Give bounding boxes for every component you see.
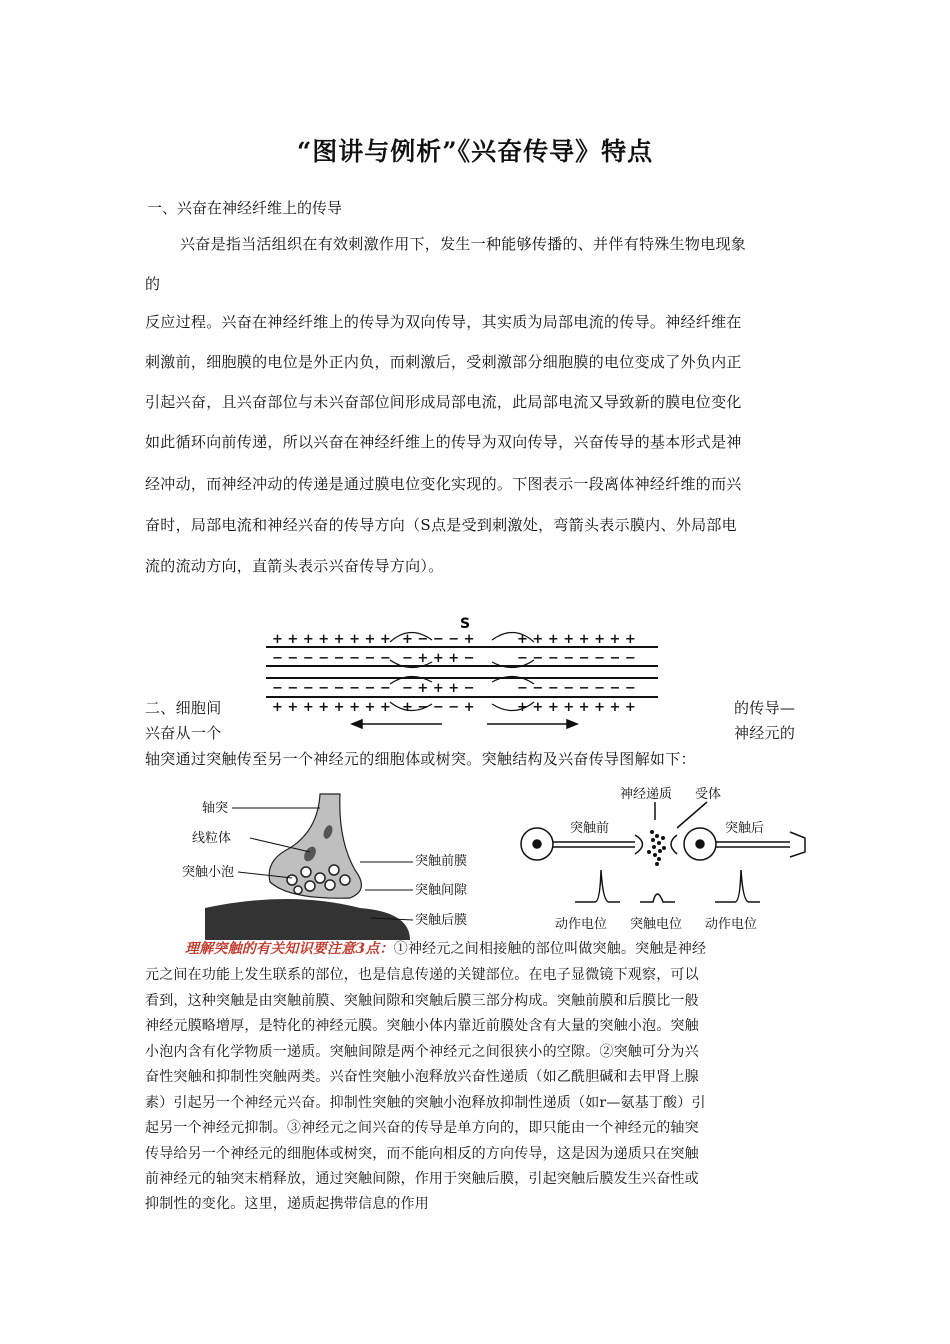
svg-text:+ + + + + + + +: + + + + + + + + [272, 632, 391, 647]
paragraph-line: 看到，这种突触是由突触前膜、突触间隙和突触后膜三部分构成。突触前膜和后膜比一般 [145, 993, 699, 1009]
svg-text:+ + + + + + + +: + + + + + + + + [272, 700, 391, 715]
label-receptor: 受体 [695, 787, 722, 802]
svg-text:− + + + −: − + + + − [402, 681, 475, 696]
label-mitochondria: 线粒体 [192, 831, 232, 846]
paragraph-line: 如此循环向前传递，所以兴奋在神经纤维上的传导为双向传导，兴奋传导的基本形式是神 [145, 433, 742, 451]
label-cleft: 突触间隙 [415, 883, 468, 898]
section3-highlight: 理解突触的有关知识要注意3点： [185, 941, 394, 957]
paragraph-line: 的 [145, 275, 161, 293]
paragraph-line: 素）引起另一个神经元兴奋。抑制性突触的突触小泡释放抑制性递质（如r—氨基丁酸）引 [145, 1095, 706, 1111]
paragraph-line: 经冲动，而神经冲动的传递是通过膜电位变化实现的。下图表示一段离体神经纤维的而兴 [145, 475, 742, 493]
nerve-fiber-figure [262, 612, 662, 732]
paragraph-line: 流的流动方向，直箭头表示兴奋传导方向）。 [145, 557, 444, 575]
transmitter-molecules [647, 830, 666, 866]
section2-line2-right: 神经元的 [734, 724, 796, 742]
conduction-direction-arrows [352, 720, 577, 728]
label-axon: 轴突 [202, 801, 229, 816]
synaptic-transmission-figure [515, 780, 810, 940]
label-vesicle: 突触小泡 [182, 865, 235, 880]
paragraph-line: 前神经元的轴突末梢释放，通过突触间隙，作用于突触后膜，引起突触后膜发生兴奋性或 [145, 1171, 699, 1187]
paragraph-line: 奋性突触和抑制性突触两类。兴奋性突触小泡释放兴奋性递质（如乙酰胆碱和去甲肾上腺 [145, 1069, 699, 1085]
svg-text:− − − − − − − −: − − − − − − − − [517, 681, 636, 696]
svg-text:+ − − − +: + − − − + [402, 632, 475, 647]
svg-text:+ + + + + + + +: + + + + + + + + [517, 632, 636, 647]
paragraph-line: 奋时，局部电流和神经兴奋的传导方向（S点是受到刺激处，弯箭头表示膜内、外局部电 [145, 516, 737, 534]
label-post-membrane: 突触后膜 [415, 913, 468, 928]
potential-traces [575, 870, 760, 902]
label-action-potential-1: 动作电位 [555, 917, 608, 932]
label-transmitter: 神经递质 [620, 787, 673, 802]
postsynaptic-membrane [671, 835, 677, 854]
paragraph-line: 神经元膜略增厚，是特化的神经元膜。突触小体内靠近前膜处含有大量的突触小泡。突触 [145, 1018, 699, 1034]
paragraph-line: 引起兴奋，且兴奋部位与未兴奋部位间形成局部电流，此局部电流又导致新的膜电位变化 [145, 393, 742, 411]
svg-text:+ − − − +: + − − − + [402, 700, 475, 715]
label-pre: 突触前 [570, 821, 610, 836]
section2-line1-right: 的传导— [734, 699, 796, 717]
page-title: “图讲与例析”《兴奋传导》特点 [296, 137, 654, 166]
postsynaptic-dendrite [205, 899, 410, 940]
label-action-potential-2: 动作电位 [705, 917, 758, 932]
paragraph-line: 传导给另一个神经元的细胞体或树突，而不能向相反的方向传导，这是因为递质只在突触 [145, 1146, 699, 1162]
svg-text:− − − − − − − −: − − − − − − − − [272, 651, 391, 666]
svg-text:− − − − − − − −: − − − − − − − − [517, 651, 636, 666]
svg-text:− − − − − − − −: − − − − − − − − [272, 681, 391, 696]
paragraph-line: 起另一个神经元抑制。③神经元之间兴奋的传导是单方向的，即只能由一个神经元的轴突 [145, 1120, 699, 1136]
svg-text:+ + + + + + + +: + + + + + + + + [517, 700, 636, 715]
charge-markers [272, 632, 636, 715]
paragraph-line: 反应过程。兴奋在神经纤维上的传导为双向传导，其实质为局部电流的传导。神经纤维在 [145, 313, 742, 331]
label-pre-membrane: 突触前膜 [415, 854, 468, 869]
axon-ending [790, 832, 805, 857]
paragraph-line: 兴奋是指当活组织在有效刺激作用下，发生一种能够传播的、并伴有特殊生物电现象 [180, 235, 747, 253]
section2-line3: 轴突通过突触传至另一个神经元的细胞体或树突。突触结构及兴奋传导图解如下： [145, 750, 696, 768]
synapse-structure-figure [170, 790, 480, 940]
paragraph-line: 小泡内含有化学物质一递质。突触间隙是两个神经元之间很狭小的空隙。②突触可分为兴 [145, 1044, 699, 1060]
section2-line2-left: 兴奋从一个 [145, 724, 222, 742]
label-synaptic-potential: 突触电位 [630, 917, 683, 932]
stimulus-label: S [460, 616, 471, 632]
paragraph-line: 刺激前，细胞膜的电位是外正内负，而刺激后，受刺激部分细胞膜的电位变成了外负内正 [145, 353, 742, 371]
presynaptic-terminal [635, 835, 643, 854]
paragraph-line: 抑制性的变化。这里，递质起携带信息的作用 [145, 1196, 429, 1212]
section3-first-line-rest: ①神经元之间相接触的部位叫做突触。突触是神经 [393, 941, 707, 957]
section2-line1-left: 二、细胞间 [145, 699, 222, 717]
section3-first-line [185, 938, 706, 958]
label-post: 突触后 [725, 821, 765, 836]
paragraph-line: 元之间在功能上发生联系的部位，也是信息传递的关键部位。在电子显微镜下观察，可以 [145, 967, 699, 983]
section1-heading: 一、兴奋在神经纤维上的传导 [147, 199, 343, 217]
svg-text:− + + + −: − + + + − [402, 651, 475, 666]
